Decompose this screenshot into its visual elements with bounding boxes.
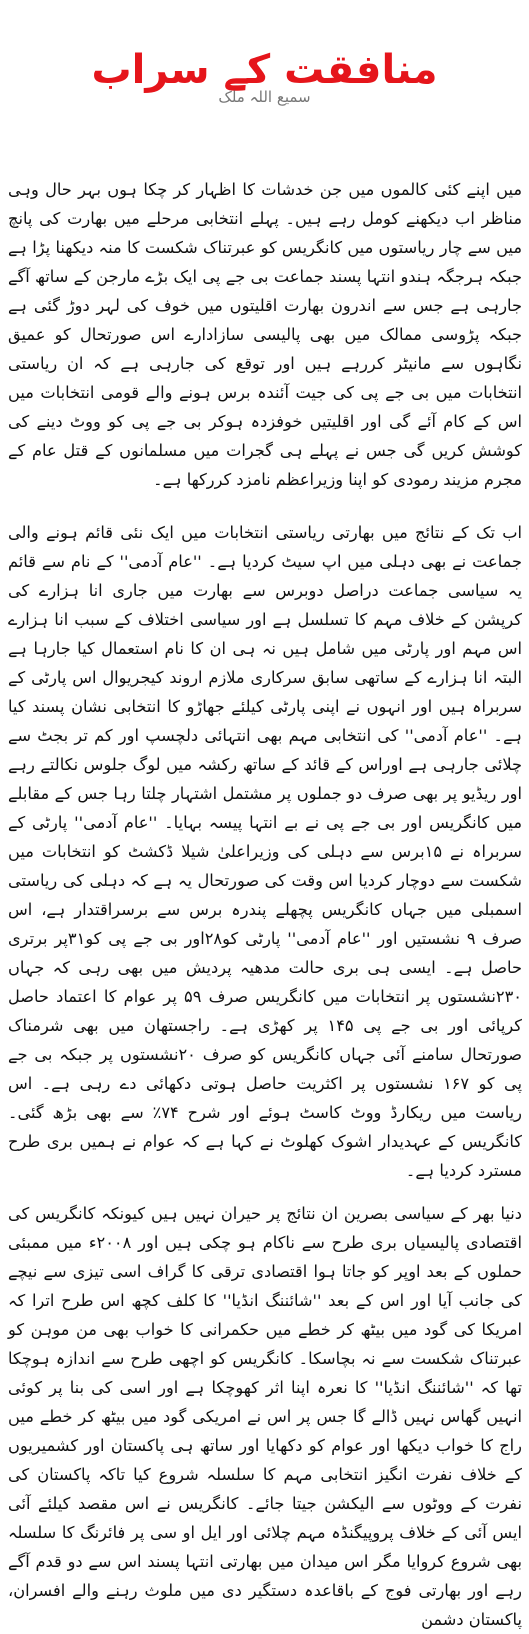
paragraph: اب تک کے نتائج میں بھارتی ریاستی انتخابات میں ایک نئی قائم ہونے والی جماعت نے بھی دہلی میں اپ سیٹ کردیا ہے۔ ''عام آدمی'' کے نام سے قائم یہ سیاسی جماعت دراصل دوبرس سے بھارت میں جاری انا ہزارے کی کرپشن کے خلاف مہم کا تسلسل ہے اور سیاسی اختلاف کے سبب انا ہزارے اس مہم اور پارٹی میں شامل ہیں نہ ہی ان کا نام استعمال کیا جارہا ہے البتہ انا ہزارے کے ساتھی سابق سرکاری ملازم اروند کیجریوال اس پارٹی کے سربراہ ہیں اور انہوں نے اپنی پارٹی کیلئے جھاڑو کا انتخابی نشان پسند کیا ہے۔ ''عام آدمی'' کی انتخابی مہم بھی انتہائی دلچسپ اور کم تر بجٹ سے چلائی جارہی ہے اوراس کے قائد کے ساتھ رکشہ میں لوگ جلوس نکالتے رہے اور ریڈیو پر بھی صرف دو جملوں پر مشتمل اشتہار چلتا رہا جس کے مقابلے میں کانگریس اور بی جے پی نے بے انتہا پیسہ بہایا۔ ''عام آدمی'' پارٹی کے سربراہ نے ۱۵برس سے دہلی کی وزیراعلیٰ شیلا ڈکشٹ کو انتخابات میں شکست سے دوچار کردیا اس وقت کی صورتحال یہ ہے کہ دہلی کی ریاستی اسمبلی میں جہاں کانگریس پچھلے پندرہ برس سے برسراقتدار ہے، اس صرف ۹ نشستیں اور ''عام آدمی'' پارٹی کو۲۸اور بی جے پی کو۳۱پر برتری حاصل ہے۔ ایسی ہی بری حالت مدھیہ پردیش میں بھی رہی کہ جہاں ۲۳۰نشستوں پر انتخابات میں کانگریس صرف ۵۹ پر عوام کا اعتماد حاصل کرپائی اور بی جے پی ۱۴۵ پر کھڑی ہے۔ راجستھان میں بھی شرمناک صورتحال سامنے آئی جہاں کانگریس کو صرف ۲۰نشستوں پر جبکہ بی جے پی کو ۱۶۷ نشستوں پر اکثریت حاصل ہوتی دکھائی دے رہی ہے۔ اس ریاست میں ریکارڈ ووٹ کاسٹ ہوئے اور شرح ۷۴٪ سے بھی بڑھ گئی۔ کانگریس کے عہدیدار اشوک کھلوٹ نے کہا ہے کہ عوام نے ہمیں بری طرح مسترد کردیا ہے۔	[8, 523, 523, 1180]
article-body	[8, 152, 522, 1634]
article-title: منافقت کے سراب	[91, 47, 438, 93]
paragraph: میں اپنے کئی کالموں میں جن خدشات کا اظہار کر چکا ہوں بہر حال وہی مناظر اب دیکھنے کومل رہے ہیں۔ پہلے انتخابی مرحلے میں بھارت کی پانچ میں سے چار ریاستوں میں کانگریس کو عبرتناک شکست کا منہ دیکھنا پڑا ہے جبکہ ہرجگہ ہندو انتہا پسند جماعت بی جے پی ایک بڑے مارجن کے ساتھ آگے جارہی ہے جس سے اندرون بھارت اقلیتوں میں خوف کی لہر دوڑ گئی ہے جبکہ پڑوسی ممالک میں بھی پالیسی سازادارے اس صورتحال کو عمیق نگاہوں سے مانیٹر کررہے ہیں اور توقع کی جارہی ہے کہ ان ریاستی انتخابات میں بی جے پی کی جیت آئندہ برس ہونے والے قومی انتخابات میں اس کے کام آئے گی اور اقلیتیں خوفزدہ ہوکر بی جے پی کو ووٹ دینے کی کوشش کریں گی جس نے پہلے ہی گجرات میں مسلمانوں کے قتل عام کے مجرم مزیند رمودی کو اپنا وزیراعظم نامزد کررکھا ہے۔	[8, 180, 522, 489]
author-byline: سمیع اللہ ملک	[218, 88, 311, 106]
paragraph: دنیا بھر کے سیاسی بصرین ان نتائج پر حیران نہیں ہیں کیونکہ کانگریس کی اقتصادی پالیسیاں بری طرح سے ناکام ہو چکی ہیں اور ۲۰۰۸ء میں ممبئی حملوں کے بعد اوپر کو جاتا ہوا اقتصادی ترقی کا گراف اسی تیزی سے نیچے کی جانب آیا اور اس کے بعد ''شائننگ انڈیا'' کا کلف کچھ اس طرح اترا کہ امریکا کی گود میں بیٹھ کر خطے میں حکمرانی کا خواب بھی من موہن کو عبرتناک شکست سے نہ بچاسکا۔ کانگریس کو اچھی طرح سے اندازہ ہوچکا تھا کہ ''شائننگ انڈیا'' کا نعرہ اپنا اثر کھوچکا ہے اور اسی کی بنا پر کوئی انہیں گھاس نہیں ڈالے گا جس پر اس نے امریکی گود میں بیٹھ کر خطے میں راج کا خواب دیکھا اور عوام کو دکھایا اور ساتھ ہی پاکستان اور کشمیریوں کے خلاف نفرت انگیز انتخابی مہم کا سلسلہ شروع کیا تاکہ پاکستان کی نفرت کے ووٹوں سے الیکشن جیتا جائے۔ کانگریس نے اس مقصد کیلئے آئی ایس آئی کے خلاف پروپیگنڈہ مہم چلائی اور ایل او سی پر فائرنگ کا سلسلہ بھی شروع کروایا مگر اس میدان میں بھارتی انتہا پسند اس سے دو قدم آگے رہے اور بھارتی فوج کے باقاعدہ دستگیر دی میں ملوث رہنے والے افسران، پاکستان دشمن	[8, 1204, 523, 1629]
